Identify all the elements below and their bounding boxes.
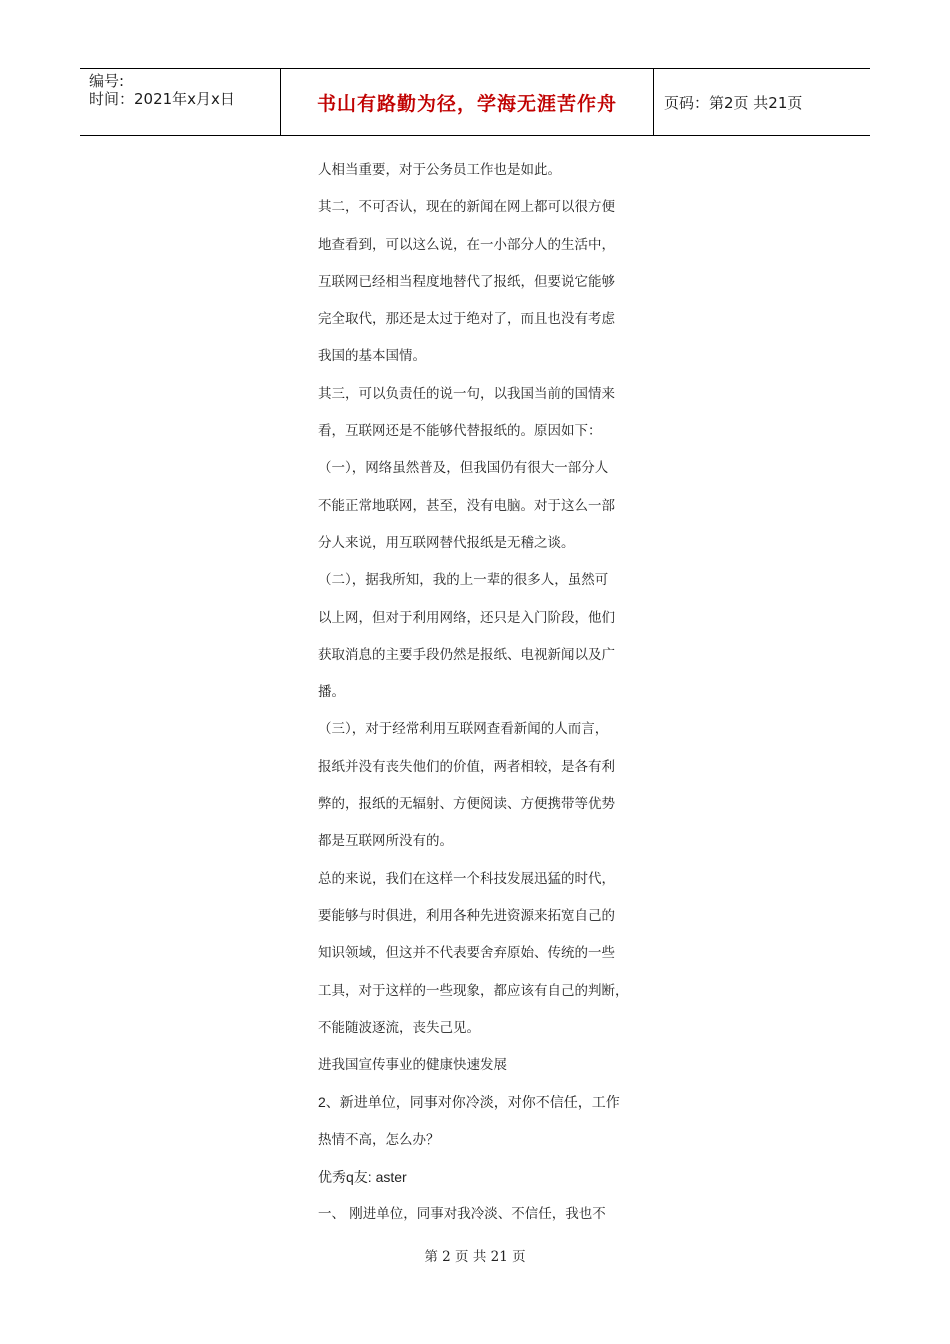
header-page-info-cell bbox=[654, 69, 870, 135]
header-motto-cell bbox=[281, 69, 654, 135]
document-time-label: 时间：2021年x月x日 bbox=[89, 90, 235, 108]
text-line: （三），对于经常利用互联网查看新闻的人而言， bbox=[318, 721, 609, 738]
text-line: 地查看到，可以这么说，在一小部分人的生活中， bbox=[318, 236, 615, 253]
text-line: 热情不高，怎么办？ bbox=[318, 1131, 440, 1148]
text-line: 不能正常地联网，甚至，没有电脑。对于这么一部 bbox=[318, 497, 615, 514]
text-line: 报纸并没有丧失他们的价值，两者相较，是各有利 bbox=[318, 758, 615, 775]
text-line: 以上网，但对于利用网络，还只是入门阶段，他们 bbox=[318, 609, 615, 626]
text-line: 要能够与时俱进，利用各种先进资源来拓宽自己的 bbox=[318, 907, 615, 924]
text-line: 其二，不可否认，现在的新闻在网上都可以很方便 bbox=[318, 199, 615, 216]
header-meta bbox=[80, 69, 281, 135]
body-text bbox=[318, 152, 648, 1234]
text-line: 分人来说，用互联网替代报纸是无稽之谈。 bbox=[318, 534, 575, 551]
text-line: 人相当重要，对于公务员工作也是如此。 bbox=[318, 162, 561, 178]
text-line: 完全取代，那还是太过于绝对了，而且也没有考虑 bbox=[318, 311, 615, 328]
author-line: 优秀q友: aster bbox=[318, 1169, 407, 1186]
text-line: 工具，对于这样的一些现象，都应该有自己的判断， bbox=[318, 982, 629, 999]
page-footer: 第 2 页 共 21 页 bbox=[424, 1249, 526, 1265]
text-line: 播。 bbox=[318, 684, 345, 701]
text-line: 总的来说，我们在这样一个科技发展迅猛的时代， bbox=[318, 870, 615, 887]
text-line: 都是互联网所没有的。 bbox=[318, 833, 453, 850]
question-line: 2、新进单位，同事对你冷淡，对你不信任，工作 bbox=[318, 1094, 620, 1111]
text-line: 一、 刚进单位，同事对我冷淡、不信任，我也不 bbox=[318, 1206, 606, 1223]
document-number-label: 编号: bbox=[89, 72, 125, 90]
text-line: 我国的基本国情。 bbox=[318, 348, 426, 365]
text-line: 弊的，报纸的无辐射、方便阅读、方便携带等优势 bbox=[318, 796, 615, 813]
text-line: （二），据我所知，我的上一辈的很多人，虽然可 bbox=[318, 572, 609, 589]
header-page-info: 页码：第2页 共21页 bbox=[664, 93, 803, 112]
text-line: 进我国宣传事业的健康快速发展 bbox=[318, 1057, 507, 1074]
header-motto: 书山有路勤为径，学海无涯苦作舟 bbox=[316, 92, 617, 115]
text-line: 其三，可以负责任的说一句，以我国当前的国情来 bbox=[318, 385, 615, 402]
page-header bbox=[80, 68, 870, 136]
text-line: 不能随波逐流，丧失己见。 bbox=[318, 1019, 480, 1036]
text-line: （一），网络虽然普及，但我国仍有很大一部分人 bbox=[318, 460, 609, 477]
text-line: 看，互联网还是不能够代替报纸的。原因如下： bbox=[318, 423, 602, 440]
text-line: 知识领域，但这并不代表要舍弃原始、传统的一些 bbox=[318, 945, 615, 962]
text-line: 获取消息的主要手段仍然是报纸、电视新闻以及广 bbox=[318, 646, 615, 663]
text-line: 互联网已经相当程度地替代了报纸，但要说它能够 bbox=[318, 273, 615, 290]
